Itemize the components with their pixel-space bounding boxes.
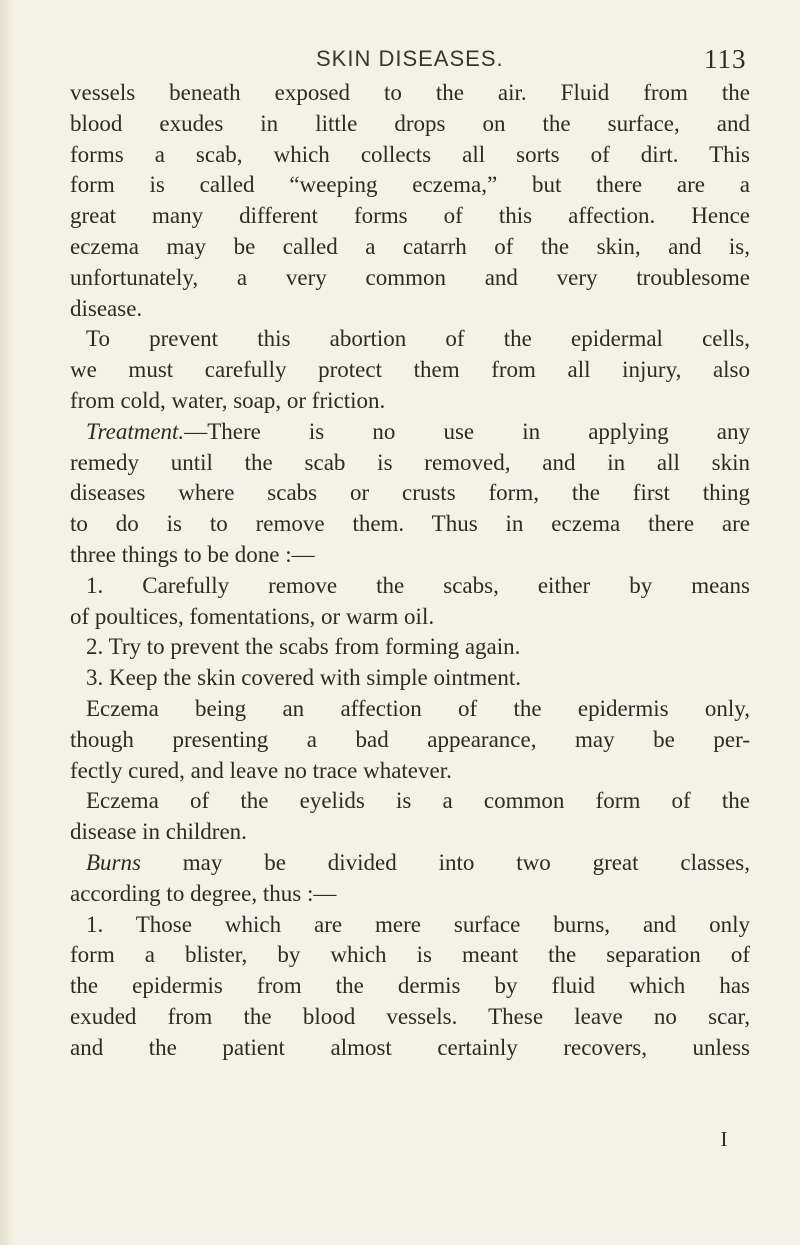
text-line: form a blister, by which is meant the separation of bbox=[70, 942, 750, 968]
text-line: disease in children. bbox=[70, 819, 247, 845]
text-line: to do is to remove them. Thus in eczema there are bbox=[70, 511, 750, 537]
text-line: Burns may be divided into two great classes, bbox=[86, 849, 750, 875]
text-line: and the patient almost certainly recovers, unless bbox=[70, 1034, 750, 1060]
text-line: though presenting a bad appearance, may be per- bbox=[70, 726, 750, 752]
text-line: remedy until the scab is removed, and in all skin bbox=[70, 449, 750, 475]
text-line: of poultices, fomentations, or warm oil. bbox=[70, 603, 435, 629]
body-text bbox=[70, 78, 750, 1064]
text-line: 3. Keep the skin covered with simple ointment. bbox=[86, 665, 521, 691]
text-line: exuded from the blood vessels. These leave no scar, bbox=[70, 1003, 750, 1029]
text-line: we must carefully protect them from all injury, also bbox=[70, 357, 750, 383]
text-line: from cold, water, soap, or friction. bbox=[70, 387, 386, 413]
text-line: blood exudes in little drops on the surface, and bbox=[70, 110, 750, 136]
text-line: unfortunately, a very common and very troublesome bbox=[70, 264, 750, 290]
text-line: diseases where scabs or crusts form, the first thing bbox=[70, 480, 750, 506]
text-line: according to degree, thus :— bbox=[70, 880, 337, 906]
text-line: form is called “weeping eczema,” but there are a bbox=[70, 172, 750, 198]
text-line: Eczema of the eyelids is a common form of the bbox=[86, 788, 750, 814]
text-line: eczema may be called a catarrh of the skin, and is, bbox=[70, 233, 750, 259]
text-line: vessels beneath exposed to the air. Fluid from the bbox=[70, 80, 750, 105]
text-line: great many different forms of this affection. Hence bbox=[70, 203, 750, 229]
page-gutter bbox=[0, 0, 14, 1245]
italic-heading-burns: Burns bbox=[86, 849, 141, 875]
text-line: Eczema being an affection of the epidermis only, bbox=[86, 695, 750, 721]
text-line: fectly cured, and leave no trace whatever. bbox=[70, 757, 452, 783]
signature-mark: I bbox=[720, 1127, 728, 1151]
text-line: disease. bbox=[70, 295, 143, 321]
text-line: Treatment.—There is no use in applying any bbox=[86, 418, 750, 444]
page-number: 113 bbox=[704, 44, 747, 74]
running-title: SKIN DISEASES. bbox=[316, 46, 504, 71]
text-line: To prevent this abortion of the epidermal cells, bbox=[86, 326, 750, 352]
italic-heading-treatment: Treatment. bbox=[86, 418, 185, 444]
text-line: the epidermis from the dermis by fluid which has bbox=[70, 973, 750, 999]
text-line: 1. Carefully remove the scabs, either by means bbox=[86, 572, 750, 598]
text-line: 1. Those which are mere surface burns, and only bbox=[86, 911, 750, 937]
text-line: 2. Try to prevent the scabs from forming again. bbox=[86, 634, 521, 660]
text-line: three things to be done :— bbox=[70, 541, 315, 567]
text-line: forms a scab, which collects all sorts of dirt. This bbox=[70, 141, 750, 167]
